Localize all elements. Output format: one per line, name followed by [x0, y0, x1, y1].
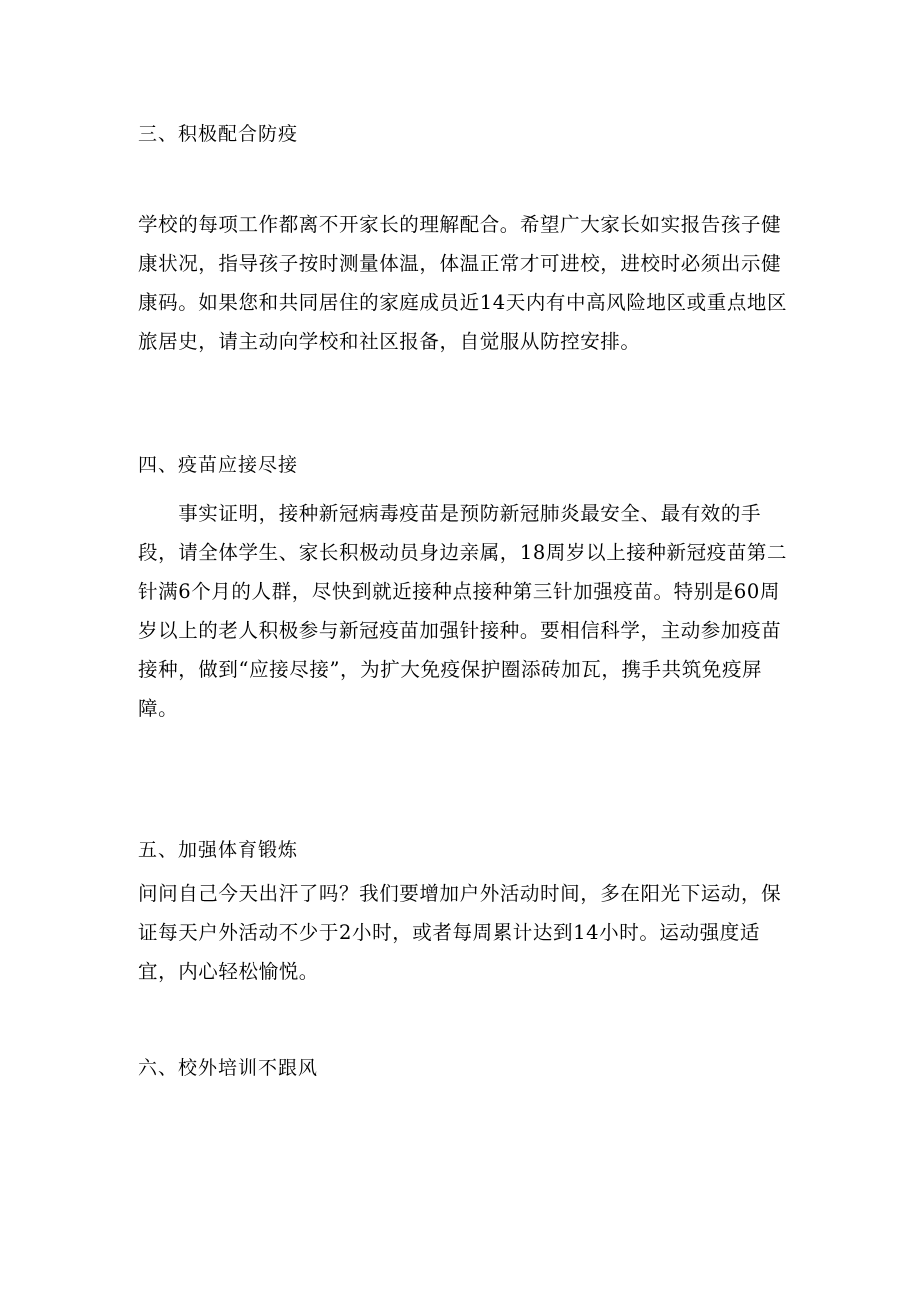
section-heading-4: 四、疫苗应接尽接 [138, 454, 299, 476]
paragraph-line: 问问自己今天出汗了吗？我们要增加户外活动时间，多在阳光下运动，保 [138, 882, 782, 905]
paragraph-line: 接种，做到“应接尽接”，为扩大免疫保护圈添砖加瓦，携手共筑免疫屏 [138, 658, 763, 681]
section-paragraph-3 [138, 205, 788, 361]
section-heading-6: 六、校外培训不跟风 [138, 1057, 319, 1079]
section-heading-3: 三、积极配合防疫 [138, 123, 299, 145]
paragraph-line: 康码。如果您和共同居住的家庭成员近14天内有中高风险地区或重点地区 [138, 291, 788, 314]
paragraph-line: 障。 [138, 697, 179, 720]
section-paragraph-4 [138, 494, 788, 728]
paragraph-line: 段，请全体学生、家长积极动员身边亲属，18周岁以上接种新冠疫苗第二 [138, 541, 788, 564]
paragraph-line: 证每天户外活动不少于2小时，或者每周累计达到14小时。运动强度适 [138, 921, 760, 944]
section-heading-5: 五、加强体育锻炼 [138, 839, 299, 861]
paragraph-line: 宜，内心轻松愉悦。 [138, 960, 319, 983]
section-paragraph-5 [138, 874, 784, 991]
paragraph-line: 事实证明，接种新冠病毒疫苗是预防新冠肺炎最安全、最有效的手 [138, 502, 762, 525]
paragraph-line: 学校的每项工作都离不开家长的理解配合。希望广大家长如实报告孩子健 [138, 213, 782, 236]
paragraph-line: 康状况，指导孩子按时测量体温，体温正常才可进校，进校时必须出示健 [138, 252, 782, 275]
paragraph-line: 岁以上的老人积极参与新冠疫苗加强针接种。要相信科学，主动参加疫苗 [138, 619, 782, 642]
paragraph-line: 旅居史，请主动向学校和社区报备，自觉服从防控安排。 [138, 330, 641, 353]
paragraph-line: 针满6个月的人群，尽快到就近接种点接种第三针加强疫苗。特别是60周 [138, 580, 781, 603]
